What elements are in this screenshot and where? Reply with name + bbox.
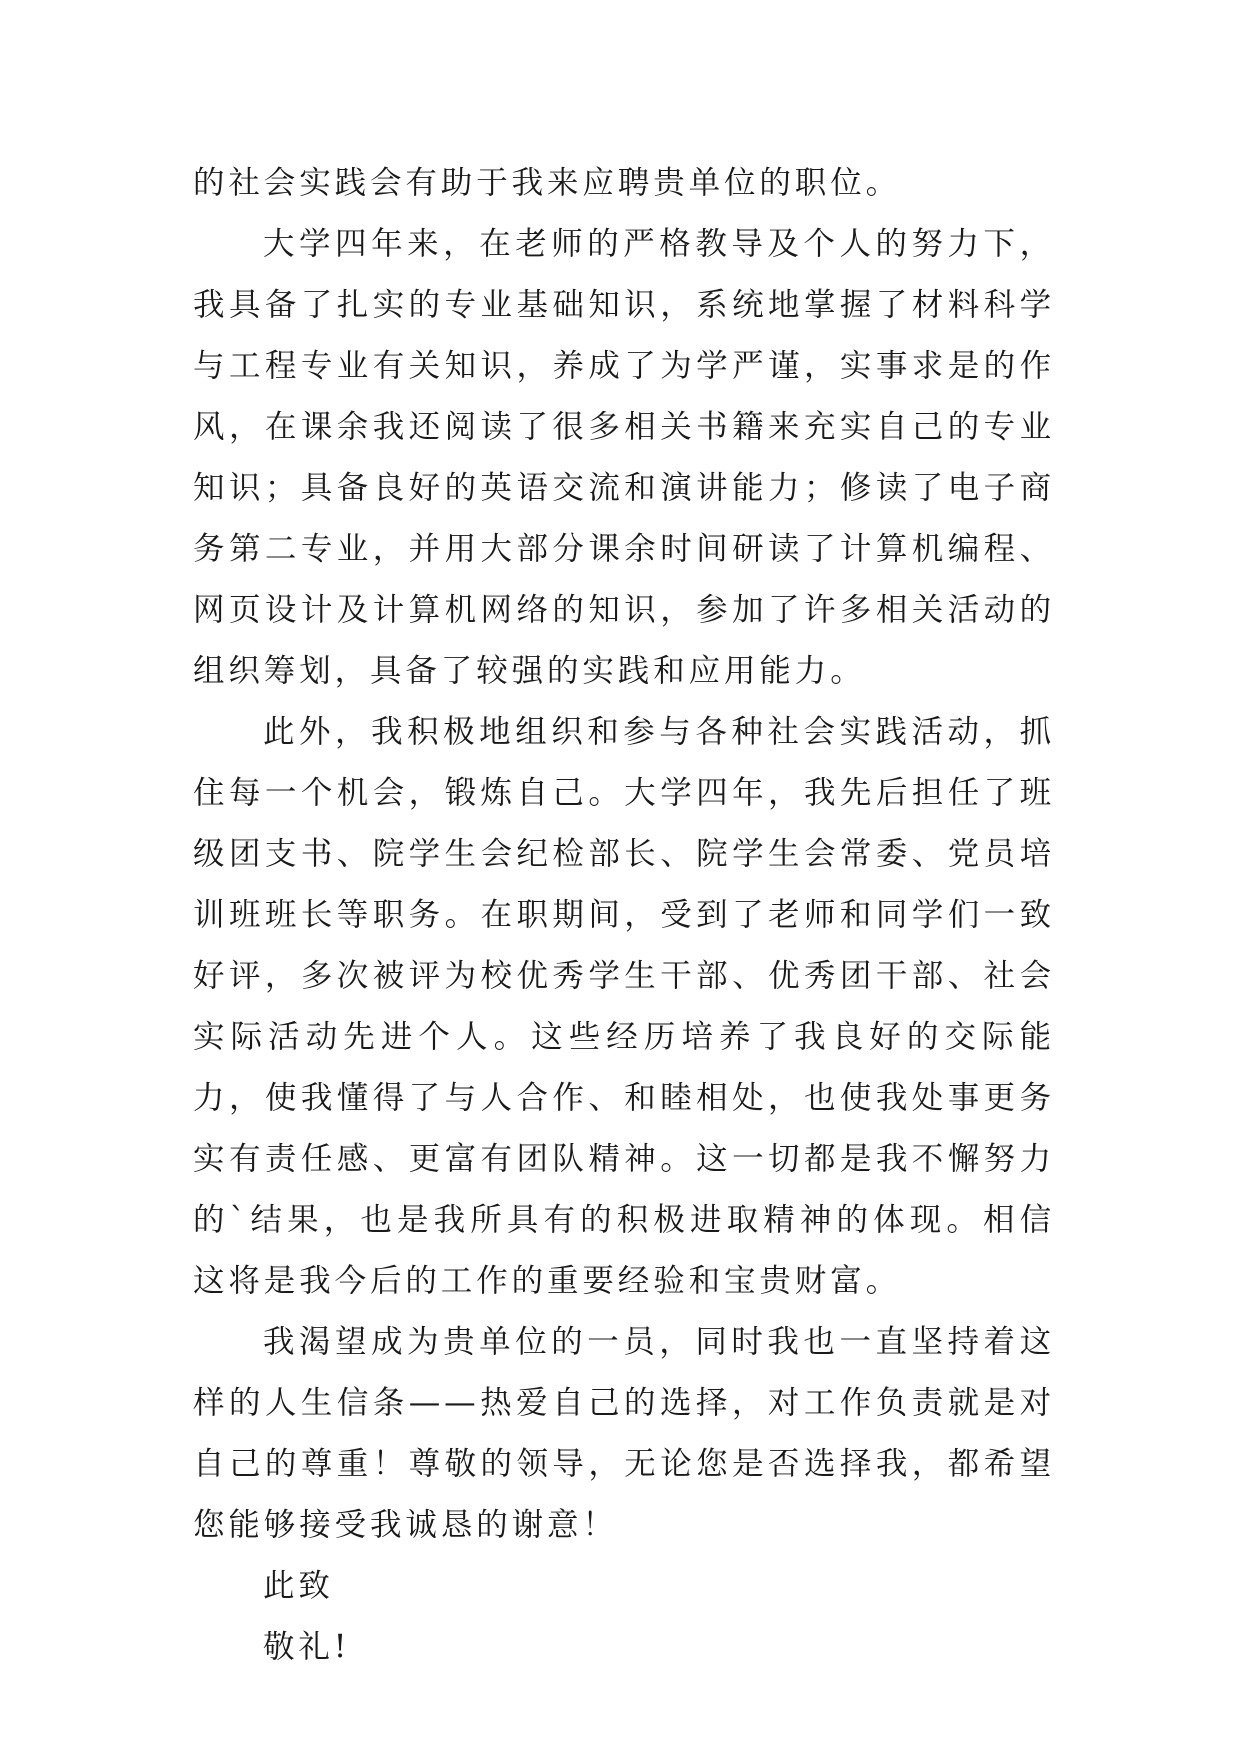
paragraph-continuation: 的社会实践会有助于我来应聘贵单位的职位。 [193,165,902,201]
paragraph-aspiration: 我渴望成为贵单位的一员，同时我也一直坚持着这样的人生信条——热爱自己的选择，对工作负责就是对自己的尊重！尊敬的领导，无论您是否选择我，都希望您能够接受我诚恳的谢意！ [193,1324,1055,1543]
closing-salutation: 此致 [263,1568,334,1604]
paragraph-education: 大学四年来，在老师的严格教导及个人的努力下，我具备了扎实的专业基础知识，系统地掌握了材料科学与工程专业有关知识，养成了为学严谨，实事求是的作风，在课余我还阅读了很多相关书籍来充实自己的专业知识；具备良好的英语交流和演讲能力；修读了电子商务第二专业，并用大部分课余时间研读了计算机编程、网页设计及计算机网络的知识，参加了许多相关活动的组织筹划，具备了较强的实践和应用能力。 [193,226,1055,689]
paragraph-activities: 此外，我积极地组织和参与各种社会实践活动，抓住每一个机会，锻炼自己。大学四年，我先后担任了班级团支书、院学生会纪检部长、院学生会常委、党员培训班班长等职务。在职期间，受到了老师和同学们一致好评，多次被评为校优秀学生干部、优秀团干部、社会实际活动先进个人。这些经历培养了我良好的交际能力，使我懂得了与人合作、和睦相处，也使我处事更务实有责任感、更富有团队精神。这一切都是我不懈努力的`结果，也是我所具有的积极进取精神的体现。相信这将是我今后的工作的重要经验和宝贵财富。 [193,714,1055,1299]
closing-regards: 敬礼! [263,1629,351,1665]
letter-body [193,153,1055,1678]
